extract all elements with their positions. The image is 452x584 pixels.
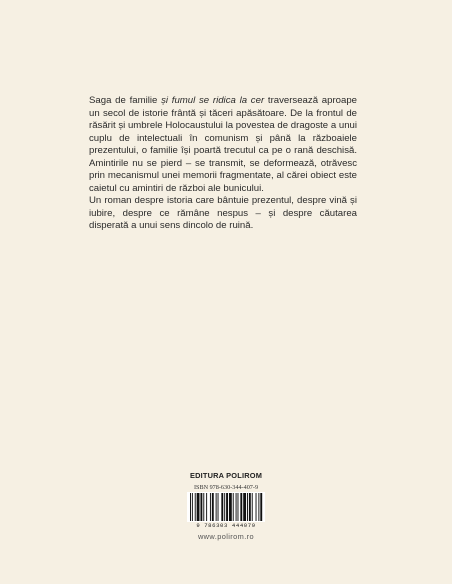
publisher-website: www.polirom.ro bbox=[197, 532, 255, 541]
barcode-bar bbox=[195, 493, 196, 521]
barcode-bar bbox=[206, 493, 207, 521]
book-title-italic: și fumul se ridica la cer bbox=[161, 95, 265, 106]
barcode-digits: 9 786303 444079 bbox=[196, 522, 256, 529]
barcode-bar bbox=[218, 493, 219, 521]
barcode-bar bbox=[258, 493, 259, 521]
barcode-bar bbox=[224, 493, 225, 521]
blurb-paragraph-2: Un roman despre istoria care bântuie prezentul, despre vină și iubire, despre ce rămâne nespus – și despre căutarea disperată a unui sens dincolo de ruină. bbox=[89, 195, 357, 231]
barcode-icon bbox=[187, 492, 265, 522]
barcode-bar bbox=[197, 493, 200, 521]
barcode-bar bbox=[260, 493, 262, 521]
blurb-intro: Saga de familie bbox=[89, 95, 162, 106]
cover-blurb bbox=[89, 95, 357, 233]
barcode-bar bbox=[238, 493, 239, 521]
barcode-bar bbox=[221, 493, 223, 521]
isbn-text: ISBN 978-630-344-407-9 bbox=[193, 484, 259, 491]
publisher-name: EDITURA POLIROM bbox=[189, 471, 263, 480]
barcode-bar bbox=[233, 493, 234, 521]
barcode-bar bbox=[240, 493, 242, 521]
barcode-bar bbox=[192, 493, 193, 521]
barcode-bar bbox=[200, 493, 202, 521]
barcode bbox=[187, 492, 265, 522]
barcode-bar bbox=[229, 493, 232, 521]
barcode-bar bbox=[190, 493, 191, 521]
barcode-bar bbox=[212, 493, 214, 521]
barcode-bar bbox=[203, 493, 204, 521]
blurb-body: traversează aproape un secol de istorie frântă și tăceri apăsătoare. De la frontul de răsărit și umbrele Holocaustului la povestea de dragoste a unui cuplu de intelectuali în comunism și până la războaiele prezentului, o familie își poartă trecutul ca pe o rană deschisă. Amintirile nu se pierd – se transmit, se deformează, otrăvesc prin mecanismul unei memorii fragmentate, al cărei obiect este caietul cu amintiri de război ale bunicului. bbox=[89, 95, 357, 194]
barcode-bar bbox=[210, 493, 211, 521]
barcode-bar bbox=[252, 493, 253, 521]
barcode-bar bbox=[243, 493, 246, 521]
barcode-bar bbox=[256, 493, 257, 521]
blurb-paragraph-1 bbox=[89, 95, 357, 195]
barcode-bar bbox=[249, 493, 251, 521]
barcode-bar bbox=[216, 493, 217, 521]
barcode-bar bbox=[226, 493, 228, 521]
barcode-bar bbox=[236, 493, 237, 521]
barcode-bar bbox=[247, 493, 248, 521]
